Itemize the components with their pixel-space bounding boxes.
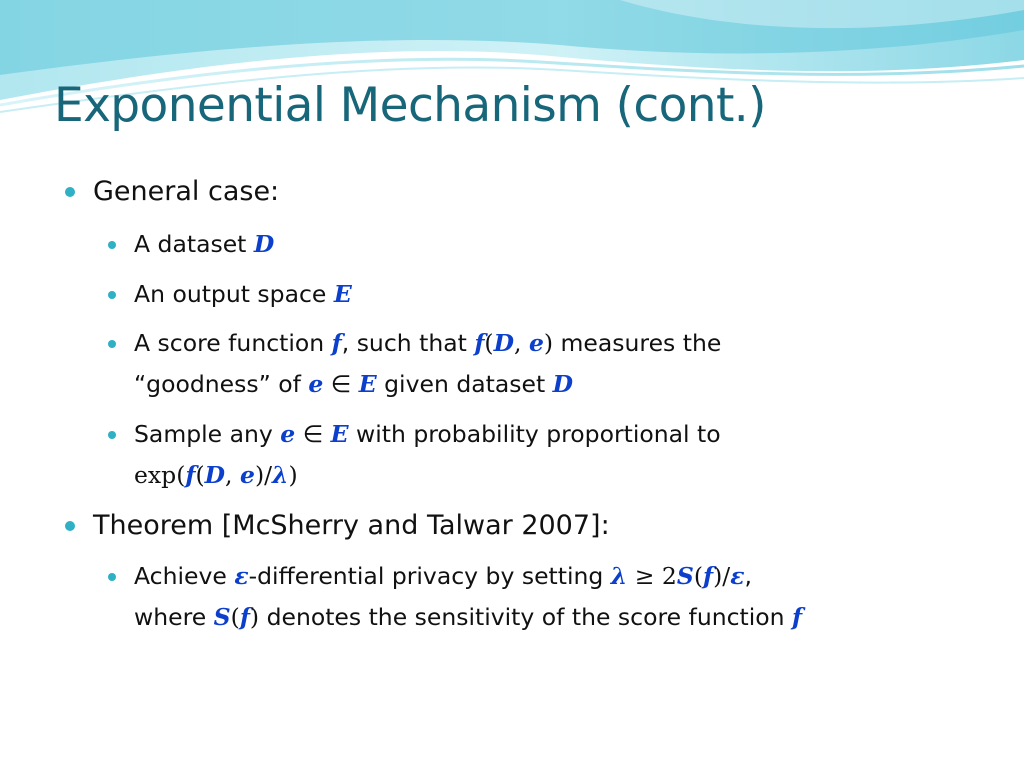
element-of-symbol: ∈ bbox=[295, 420, 331, 448]
paren-open: ( bbox=[230, 603, 240, 631]
bullet-achieve-cont bbox=[134, 603, 802, 631]
var-D: D bbox=[552, 370, 574, 398]
var-f: f bbox=[474, 329, 485, 357]
var-f: f bbox=[703, 562, 714, 590]
where-text-1: where bbox=[134, 603, 214, 631]
paren-slash: )/ bbox=[254, 461, 273, 489]
bullet-sample bbox=[134, 420, 721, 448]
exp-text: exp( bbox=[134, 461, 186, 489]
var-S: S bbox=[213, 603, 231, 631]
var-f: f bbox=[185, 461, 196, 489]
sub-bullet-dot-icon bbox=[108, 573, 116, 581]
var-E: E bbox=[330, 420, 349, 448]
paren-close: ) bbox=[288, 461, 298, 489]
score-text-3: measures the bbox=[553, 329, 722, 357]
bullet-dot-icon bbox=[65, 187, 75, 197]
var-D: D bbox=[204, 461, 226, 489]
bullet-general-case: General case: bbox=[93, 176, 280, 207]
bullet-score-function-cont bbox=[134, 370, 573, 398]
bullet-theorem: Theorem [McSherry and Talwar 2007]: bbox=[93, 510, 610, 541]
var-e: e bbox=[280, 420, 296, 448]
var-S: S bbox=[676, 562, 694, 590]
sub-bullet-dot-icon bbox=[108, 241, 116, 249]
paren-close: ) bbox=[249, 603, 260, 631]
where-text-2: denotes the sensitivity of the score function bbox=[259, 603, 793, 631]
goodness-text-2: given dataset bbox=[376, 370, 553, 398]
comma: , bbox=[225, 461, 240, 489]
slide-title: Exponential Mechanism (cont.) bbox=[54, 78, 766, 133]
var-D: D bbox=[493, 329, 514, 357]
var-lambda: λ bbox=[610, 562, 628, 590]
goodness-text-1: “goodness” of bbox=[134, 370, 309, 398]
bullet-score-function bbox=[134, 329, 721, 357]
sub-bullet-dot-icon bbox=[108, 340, 116, 348]
paren-open: ( bbox=[484, 329, 494, 357]
bullet-dot-icon bbox=[65, 521, 75, 531]
var-f: f bbox=[239, 603, 250, 631]
bullet-sample-cont bbox=[134, 461, 298, 489]
var-lambda: λ bbox=[272, 461, 289, 489]
var-E: E bbox=[358, 370, 377, 398]
paren-open: ( bbox=[195, 461, 205, 489]
sub-bullet-dot-icon bbox=[108, 431, 116, 439]
comma: , bbox=[513, 329, 529, 357]
dataset-text: A dataset bbox=[134, 230, 254, 258]
var-e: e bbox=[240, 461, 255, 489]
sample-text-1: Sample any bbox=[134, 420, 281, 448]
var-epsilon: ε bbox=[234, 562, 249, 590]
score-text-1: A score function bbox=[134, 329, 332, 357]
achieve-text-2: -differential privacy by setting bbox=[248, 562, 611, 590]
bullet-achieve bbox=[134, 562, 752, 590]
achieve-text-1: Achieve bbox=[134, 562, 235, 590]
var-E: E bbox=[333, 280, 352, 308]
score-text-2: , such that bbox=[341, 329, 475, 357]
bullet-dataset bbox=[134, 230, 274, 258]
var-f: f bbox=[331, 329, 342, 357]
var-e: e bbox=[528, 329, 544, 357]
paren-close: ) bbox=[543, 329, 554, 357]
var-f: f bbox=[792, 603, 803, 631]
var-D: D bbox=[253, 230, 275, 258]
paren-open: ( bbox=[693, 562, 704, 590]
output-text: An output space bbox=[134, 280, 334, 308]
element-of-symbol: ∈ bbox=[323, 370, 359, 398]
sample-text-2: with probability proportional to bbox=[348, 420, 721, 448]
paren-slash: )/ bbox=[713, 562, 731, 590]
geq-two: ≥ 2 bbox=[627, 562, 677, 590]
comma: , bbox=[744, 562, 752, 590]
var-epsilon: ε bbox=[730, 562, 745, 590]
bullet-output-space bbox=[134, 280, 352, 308]
var-e: e bbox=[308, 370, 324, 398]
sub-bullet-dot-icon bbox=[108, 291, 116, 299]
